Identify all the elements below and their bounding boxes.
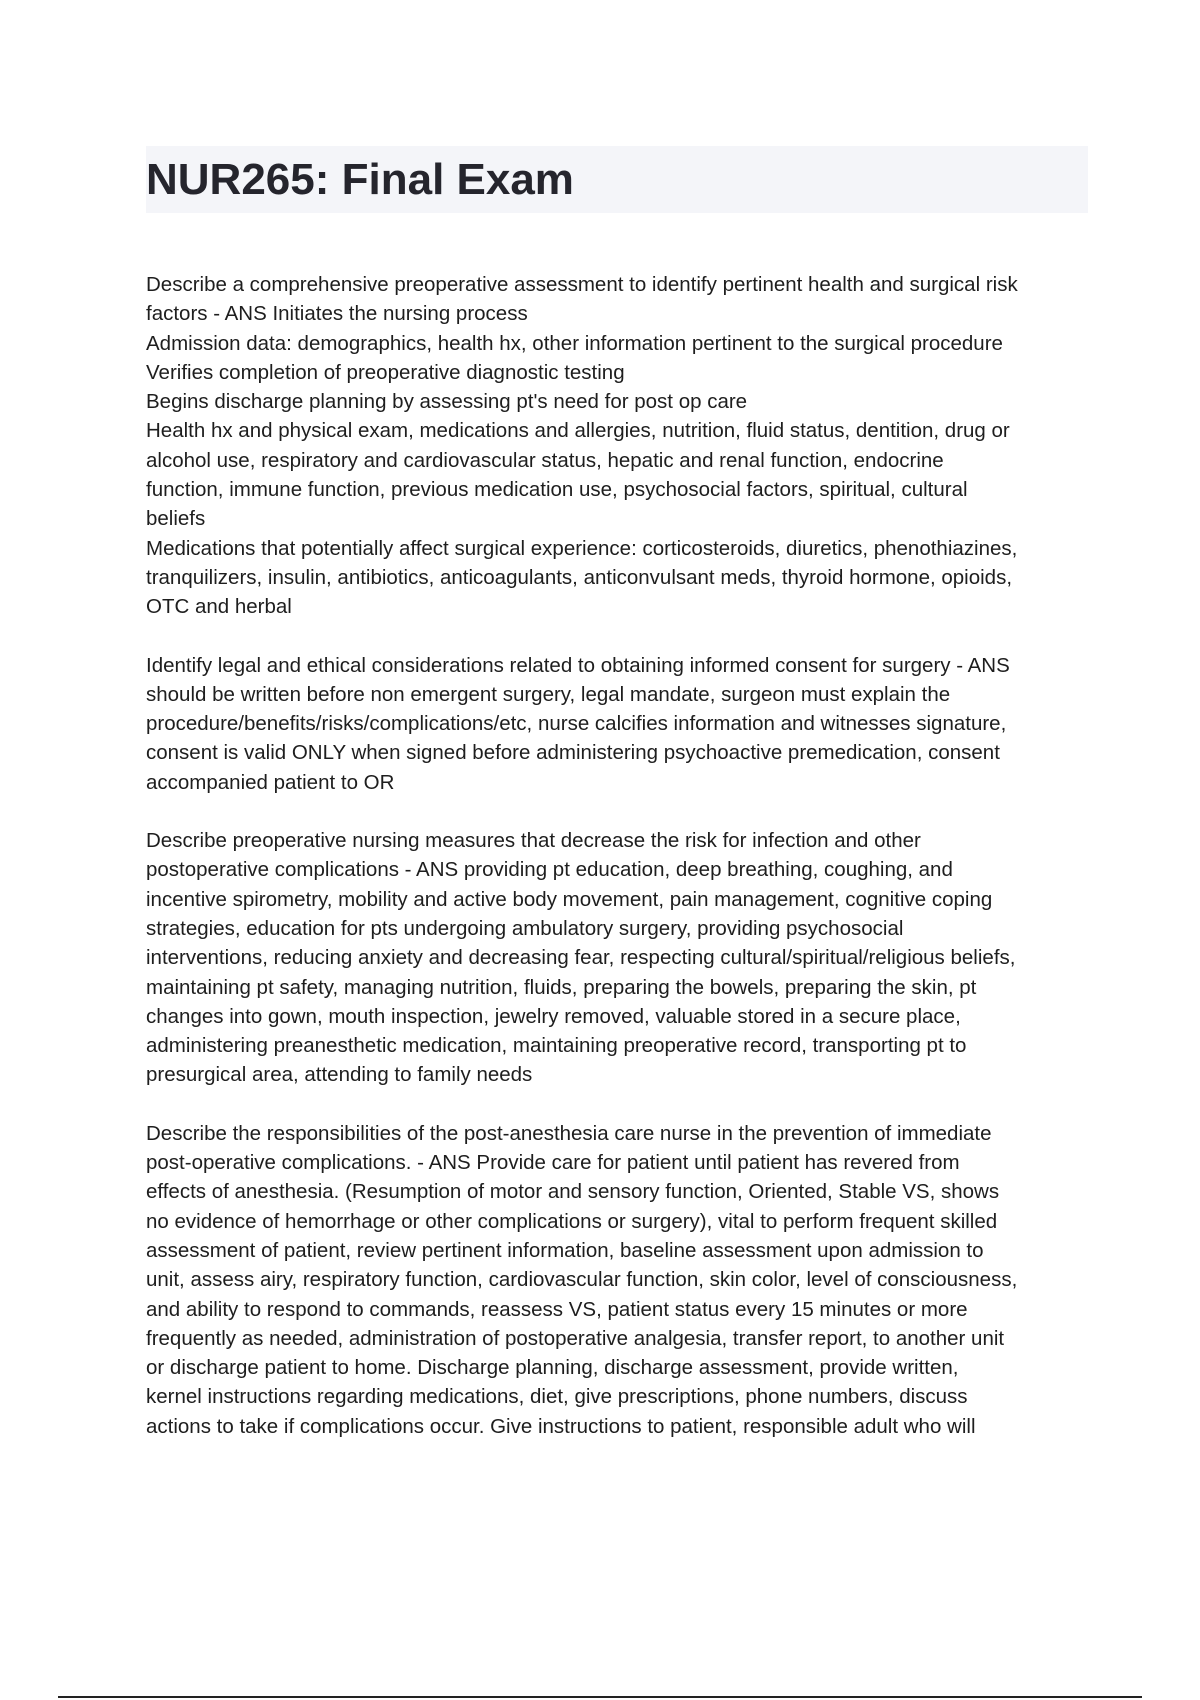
- title-banner: [146, 146, 1088, 213]
- text-line: interventions, reducing anxiety and decreasing fear, respecting cultural/spiritual/religious beliefs,: [146, 946, 1016, 970]
- text-line: Describe the responsibilities of the post-anesthesia care nurse in the prevention of immediate: [146, 1121, 992, 1145]
- text-line: strategies, education for pts undergoing ambulatory surgery, providing psychosocial: [146, 916, 904, 940]
- text-line: Admission data: demographics, health hx, other information pertinent to the surgical procedure: [146, 331, 1003, 355]
- text-line: and ability to respond to commands, reassess VS, patient status every 15 minutes or more: [146, 1297, 968, 1321]
- page-title: NUR265: Final Exam: [146, 155, 574, 204]
- text-line: Describe preoperative nursing measures that decrease the risk for infection and other: [146, 829, 921, 853]
- text-line: incentive spirometry, mobility and active body movement, pain management, cognitive coping: [146, 887, 993, 911]
- text-line: unit, assess airy, respiratory function, cardiovascular function, skin color, level of consciousness,: [146, 1268, 1018, 1292]
- text-line: kernel instructions regarding medications, diet, give prescriptions, phone numbers, discuss: [146, 1385, 968, 1409]
- text-line: Describe a comprehensive preoperative assessment to identify pertinent health and surgical risk: [146, 273, 1018, 296]
- text-line: post-operative complications. - ANS Provide care for patient until patient has revered from: [146, 1151, 960, 1175]
- text-line: Identify legal and ethical considerations related to obtaining informed consent for surgery - ANS: [146, 653, 1010, 677]
- text-line: actions to take if complications occur. Give instructions to patient, responsible adult who will: [146, 1414, 976, 1438]
- text-line: Verifies completion of preoperative diagnostic testing: [146, 360, 625, 384]
- text-line: frequently as needed, administration of postoperative analgesia, transfer report, to another unit: [146, 1326, 1005, 1350]
- text-line: maintaining pt safety, managing nutrition, fluids, preparing the bowels, preparing the skin, pt: [146, 975, 977, 999]
- text-line: consent is valid ONLY when signed before administering psychoactive premedication, consent: [146, 741, 1000, 765]
- text-line: Medications that potentially affect surgical experience: corticosteroids, diuretics, phenothiazines,: [146, 536, 1018, 560]
- text-line: procedure/benefits/risks/complications/etc, nurse calcifies information and witnesses signature,: [146, 712, 1007, 736]
- text-line: tranquilizers, insulin, antibiotics, anticoagulants, anticonvulsant meds, thyroid hormone, opioids,: [146, 565, 1013, 589]
- text-line: alcohol use, respiratory and cardiovascular status, hepatic and renal function, endocrine: [146, 448, 944, 472]
- text-line: no evidence of hemorrhage or other complications or surgery), vital to perform frequent skilled: [146, 1209, 998, 1233]
- text-line: effects of anesthesia. (Resumption of motor and sensory function, Oriented, Stable VS, shows: [146, 1180, 1000, 1204]
- text-line: administering preanesthetic medication, maintaining preoperative record, transporting pt to: [146, 1034, 967, 1058]
- text-line: accompanied patient to OR: [146, 770, 395, 794]
- text-line: changes into gown, mouth inspection, jewelry removed, valuable stored in a secure place,: [146, 1004, 961, 1028]
- text-line: OTC and herbal: [146, 595, 292, 619]
- text-line: assessment of patient, review pertinent information, baseline assessment upon admission to: [146, 1238, 984, 1262]
- text-line: function, immune function, previous medication use, psychosocial factors, spiritual, cultural: [146, 478, 968, 502]
- footer-divider: [58, 1696, 1142, 1698]
- text-line: Health hx and physical exam, medications and allergies, nutrition, fluid status, dentition, drug or: [146, 419, 1010, 443]
- text-line: postoperative complications - ANS providing pt education, deep breathing, coughing, and: [146, 858, 953, 882]
- qa-entry-pacu-responsibilities: [146, 1119, 1096, 1441]
- text-line: factors - ANS Initiates the nursing process: [146, 302, 528, 326]
- qa-entry-preoperative-assessment: [146, 270, 1096, 622]
- text-line: beliefs: [146, 507, 206, 531]
- document-body: [146, 270, 1096, 1470]
- qa-entry-informed-consent: [146, 651, 1096, 797]
- text-line: presurgical area, attending to family needs: [146, 1063, 533, 1087]
- text-line: should be written before non emergent surgery, legal mandate, surgeon must explain the: [146, 682, 951, 706]
- text-line: Begins discharge planning by assessing pt's need for post op care: [146, 390, 748, 414]
- qa-entry-preoperative-measures: [146, 826, 1096, 1090]
- text-line: or discharge patient to home. Discharge planning, discharge assessment, provide written,: [146, 1356, 959, 1380]
